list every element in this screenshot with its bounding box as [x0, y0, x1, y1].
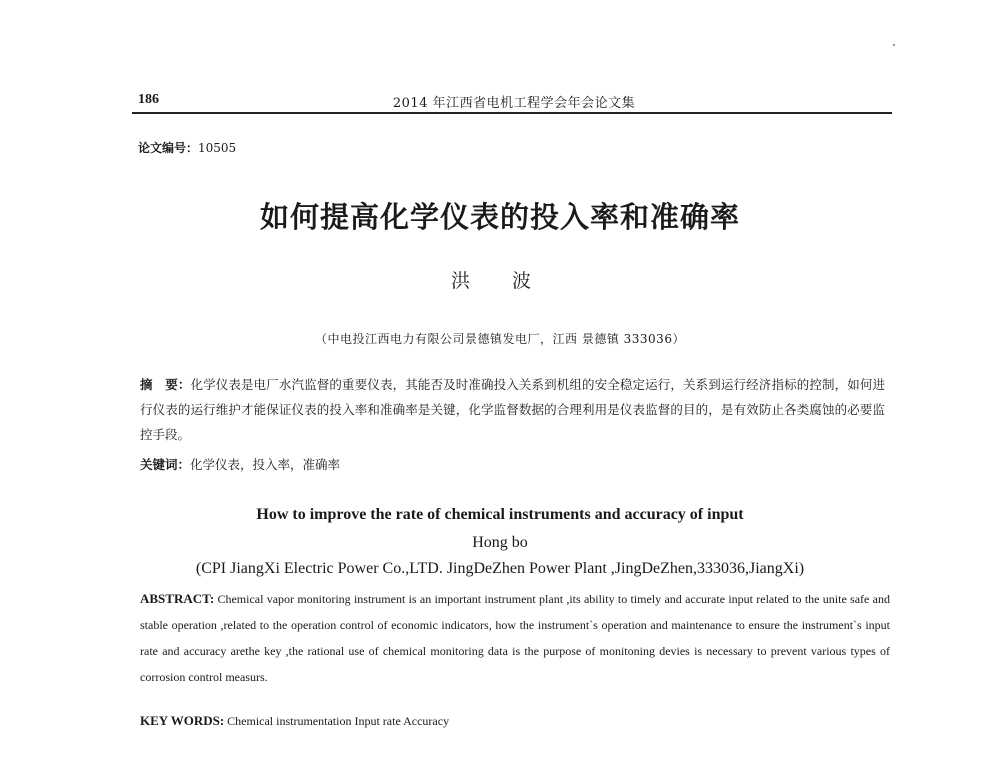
abstract-english-text: Chemical vapor monitoring instrument is an important instrument plant ,its ability to timely and accurate input related to the unite safe and stable operation ,related to the operation control of economic indicators, how the instrument`s operation and maintenance to ensure the instrument`s input rate and accuracy arethe key ,the rational use of chemical monitoring data is the purpose of monitoning devies is necessary to prevent various types of corrosion control measurs.: [140, 592, 890, 684]
title-chinese: 如何提高化学仪表的投入率和准确率: [259, 200, 740, 234]
abstract-chinese-text: 化学仪表是电厂水汽监督的重要仪表，其能否及时准确投入关系到机组的安全稳定运行，关系到运行经济指标的控制，如何进行仪表的运行维护才能保证仪表的投入率和准确率是关键，化学监督数据的合理利用是仪表监督的目的，是有效防止各类腐蚀的必要监控手段。: [140, 377, 885, 442]
abstract-chinese-label: 摘 要：: [140, 377, 191, 392]
paper-id-value: 10505: [198, 141, 237, 155]
running-title: 2014 年江西省电机工程学会年会论文集: [392, 96, 636, 111]
scan-speck: [893, 44, 895, 46]
abstract-english: [140, 586, 890, 690]
header-rule: [132, 112, 892, 114]
paper-id-label: 论文编号：: [138, 141, 199, 155]
keywords-english-label: KEY WORDS:: [140, 713, 225, 728]
keywords-english: [140, 713, 890, 729]
abstract-chinese: [140, 372, 885, 447]
paper-id: [138, 139, 236, 156]
keywords-english-text: Chemical instrumentation Input rate Accuracy: [224, 714, 450, 728]
abstract-english-label: ABSTRACT:: [140, 591, 215, 606]
title-english: How to improve the rate of chemical instruments and accuracy of input: [256, 506, 744, 523]
author-chinese: 洪 波: [450, 270, 550, 292]
keywords-chinese-text: 化学仪表，投入率，准确率: [190, 457, 341, 472]
author-english: Hong bo: [472, 534, 528, 551]
affiliation-chinese: （中电投江西电力有限公司景德镇发电厂，江西 景德镇 333036）: [315, 332, 685, 346]
keywords-chinese: [140, 455, 885, 473]
page-number: 186: [138, 92, 159, 107]
keywords-chinese-label: 关键词：: [140, 457, 191, 472]
page-header: [138, 92, 890, 112]
affiliation-english: (CPI JiangXi Electric Power Co.,LTD. JingDeZhen Power Plant ,JingDeZhen,333036,JiangXi): [195, 560, 805, 577]
